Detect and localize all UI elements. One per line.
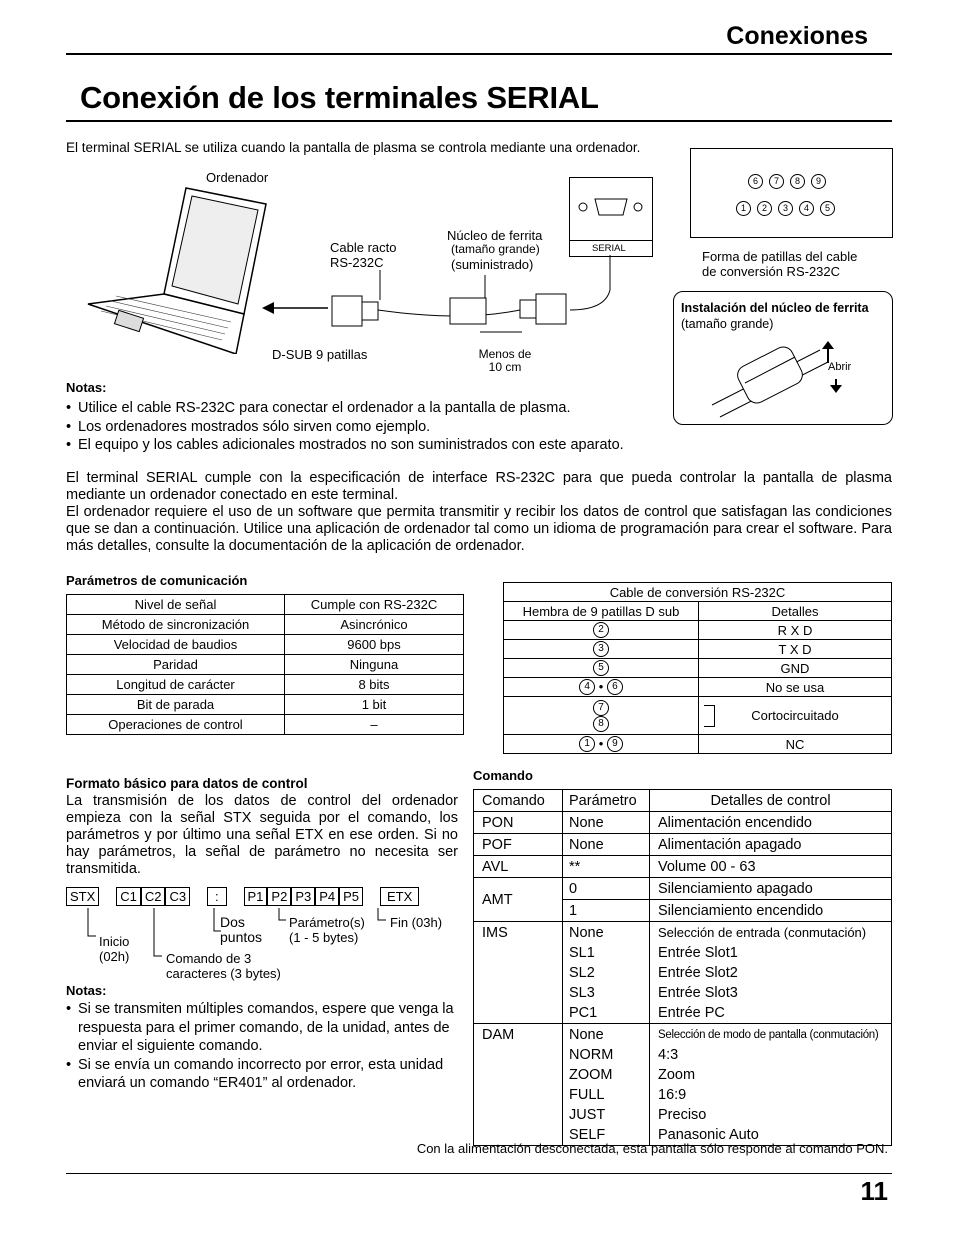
table-row <box>474 834 892 856</box>
p5-box: P5 <box>339 887 363 906</box>
note1-item: • El equipo y los cables adicionales mostrados no son suministrados con este aparato. <box>66 436 686 455</box>
paragraph-rs232c: El terminal SERIAL cumple con la especificación de interface RS-232C para que pueda controlar la pantalla de plasma mediante un ordenador conectado en este terminal. <box>66 470 892 503</box>
paragraph-software: El ordenador requiere el uso de un software que permita transmitir y recibir los datos de control que satisfagan las condiciones que se dan a continuación. Utilice una aplicación de ordenador tal como un idioma de programación para crear el software. Para más detalles, consulte la documentación de la aplicación de ordenador. <box>66 504 892 554</box>
intro-text: El terminal SERIAL se utiliza cuando la pantalla de plasma se controla mediante una ordenador. <box>66 140 641 155</box>
ferrite-supplied-label: (suministrado) <box>451 257 534 272</box>
ferrite-size-label: (tamaño grande) <box>451 242 540 256</box>
page-number: 11 <box>860 1176 888 1206</box>
laptop-illustration <box>86 186 276 354</box>
table-row <box>67 675 464 695</box>
detail-cell: Alimentación apagado <box>650 834 892 856</box>
comm-params-heading: Parámetros de comunicación <box>66 573 248 588</box>
command-heading: Comando <box>473 768 533 783</box>
table-row <box>67 695 464 715</box>
end-label: Fin (03h) <box>390 915 443 930</box>
p3-box: P3 <box>291 887 315 906</box>
open-label: Abrir <box>828 361 852 373</box>
short-bracket <box>704 705 715 727</box>
pin-cell <box>504 697 699 735</box>
pin-number: 6 <box>607 679 623 695</box>
table-row <box>474 812 892 834</box>
ferrite-install-title: Instalación del núcleo de ferrita <box>681 301 869 315</box>
param-cell: None <box>563 812 650 834</box>
param-name: Longitud de carácter <box>67 675 285 695</box>
start-label: Inicio (02h) <box>99 934 130 964</box>
detail-cell: Selección de entrada (conmutación) Entrée Slot1 Entrée Slot2 Entrée Slot3 Entrée PC <box>650 922 892 1024</box>
pin-cell <box>504 621 699 640</box>
table-row <box>67 615 464 635</box>
table-row <box>67 715 464 735</box>
param-cell: 1 <box>563 900 650 922</box>
pin-row-bottom <box>733 201 838 216</box>
computer-label: Ordenador <box>206 170 269 185</box>
pin-shape-caption: Forma de patillas del cable de conversión RS-232C <box>702 249 858 279</box>
format-boxes <box>66 887 419 906</box>
notes1-heading: Notas: <box>66 380 107 395</box>
param-name: Bit de parada <box>67 695 285 715</box>
pin-detail: NC <box>699 735 892 754</box>
cable-header-pin: Hembra de 9 patillas D sub <box>504 602 699 621</box>
detail-cell: Silenciamiento apagado <box>650 878 892 900</box>
pin-cell <box>504 640 699 659</box>
ferrite-label: Núcleo de ferrita <box>447 228 543 243</box>
table-row <box>474 1024 892 1146</box>
param-value: Ninguna <box>285 655 464 675</box>
param-name: Velocidad de baudios <box>67 635 285 655</box>
colon-box: : <box>207 887 227 906</box>
param-name: Paridad <box>67 655 285 675</box>
p4-box: P4 <box>315 887 339 906</box>
table-row <box>67 655 464 675</box>
note1-item: • Los ordenadores mostrados sólo sirven como ejemplo. <box>66 418 686 437</box>
pin-number: 2 <box>593 622 609 638</box>
ferrite-core-illustration <box>710 335 860 420</box>
p1-box: P1 <box>244 887 268 906</box>
param-cell: ** <box>563 856 650 878</box>
dsub-label: D-SUB 9 patillas <box>272 347 368 362</box>
pin-detail: R X D <box>699 621 892 640</box>
etx-box: ETX <box>380 887 419 906</box>
pin-number: 3 <box>593 641 609 657</box>
pin-number: 9 <box>607 736 623 752</box>
colon-label: Dos puntos <box>220 914 263 945</box>
note1-item: • Utilice el cable RS-232C para conectar el ordenador a la pantalla de plasma. <box>66 399 686 418</box>
footer-rule <box>66 1173 892 1174</box>
param-value: – <box>285 715 464 735</box>
pin-row-top <box>745 174 829 189</box>
notes2-list <box>66 1000 458 1093</box>
serial-connector-icon <box>575 195 647 219</box>
pin-cell <box>504 659 699 678</box>
pin-1: 1 <box>736 201 751 216</box>
cable-label: Cable racto RS-232C <box>330 240 397 270</box>
comm-params-table <box>66 594 464 735</box>
table-row <box>474 856 892 878</box>
pin-number: 1 <box>579 736 595 752</box>
detail-cell: Silenciamiento encendido <box>650 900 892 922</box>
cable-header-details: Detalles <box>699 602 892 621</box>
pin-detail-cell <box>699 697 892 735</box>
pin-2: 2 <box>757 201 772 216</box>
pin-number: 7 <box>593 700 609 716</box>
cmd-cell: AVL <box>474 856 563 878</box>
pin-7: 7 <box>769 174 784 189</box>
param-value: Cumple con RS-232C <box>285 595 464 615</box>
table-row <box>504 640 892 659</box>
table-row <box>504 621 892 640</box>
param-header: Parámetro <box>563 790 650 812</box>
distance-label: Menos de 10 cm <box>478 347 532 374</box>
p2-box: P2 <box>267 887 291 906</box>
param-value: Asincrónico <box>285 615 464 635</box>
pin-detail: GND <box>699 659 892 678</box>
notes1-list <box>66 399 686 455</box>
detail-cell: Selección de modo de pantalla (conmutación) 4:3 Zoom 16:9 Preciso Panasonic Auto <box>650 1024 892 1146</box>
pin-6: 6 <box>748 174 763 189</box>
pin-shape-box <box>690 148 893 238</box>
cmd-cell: POF <box>474 834 563 856</box>
param-cell: 0 <box>563 878 650 900</box>
table-row <box>504 697 892 735</box>
pin-cell: 4 • 6 <box>504 678 699 697</box>
section-title: Conexiones <box>726 22 868 50</box>
pin-3: 3 <box>778 201 793 216</box>
cmd-cell: AMT <box>474 878 563 922</box>
param-name: Método de sincronización <box>67 615 285 635</box>
table-row <box>67 595 464 615</box>
table-row <box>474 922 892 1024</box>
pin-cell: 1 • 9 <box>504 735 699 754</box>
params-label: Parámetro(s) (1 - 5 bytes) <box>289 915 365 945</box>
cable-conversion-table <box>503 582 892 754</box>
notes2-heading: Notas: <box>66 983 107 998</box>
cable-table-title: Cable de conversión RS-232C <box>504 583 892 602</box>
footer-note: Con la alimentación desconectada, esta pantalla sólo responde al comando PON. <box>416 1141 888 1156</box>
cmd-cell: PON <box>474 812 563 834</box>
table-row <box>504 659 892 678</box>
param-cell: None <box>563 834 650 856</box>
pin-number: 8 <box>593 716 609 732</box>
ferrite-install-size: (tamaño grande) <box>681 317 774 331</box>
pin-5: 5 <box>820 201 835 216</box>
title-rule <box>66 120 892 122</box>
command-label: Comando de 3 caracteres (3 bytes) <box>166 951 281 981</box>
param-name: Nivel de señal <box>67 595 285 615</box>
param-value: 9600 bps <box>285 635 464 655</box>
param-cell: None NORM ZOOM FULL JUST SELF <box>563 1024 650 1146</box>
format-text: La transmisión de los datos de control del ordenador empieza con la señal STX seguida por el comando, los parámetros y por último una señal ETX en ese orden. Si no hay parámetros, la señal de parámetro no necesita ser transmitida. <box>66 793 458 877</box>
c3-box: C3 <box>165 887 190 906</box>
table-row <box>67 635 464 655</box>
param-cell: None SL1 SL2 SL3 PC1 <box>563 922 650 1024</box>
cmd-cell: DAM <box>474 1024 563 1146</box>
c2-box: C2 <box>141 887 166 906</box>
cable-diagram <box>260 250 620 350</box>
pin-number: 5 <box>593 660 609 676</box>
detail-cell: Volume 00 - 63 <box>650 856 892 878</box>
pin-number: 4 <box>579 679 595 695</box>
pin-4: 4 <box>799 201 814 216</box>
table-row <box>474 878 892 900</box>
param-name: Operaciones de control <box>67 715 285 735</box>
note2-item: • Si se transmiten múltiples comandos, espere que venga la respuesta para el primer comando, de la unidad, antes de enviar el siguiente comando. <box>66 1000 458 1056</box>
pin-detail: T X D <box>699 640 892 659</box>
format-heading: Formato básico para datos de control <box>66 776 308 791</box>
serial-label: SERIAL <box>592 243 626 254</box>
cmd-cell: IMS <box>474 922 563 1024</box>
c1-box: C1 <box>116 887 141 906</box>
detail-cell: Alimentación encendido <box>650 812 892 834</box>
note2-item: • Si se envía un comando incorrecto por error, esta unidad enviará un comando “ER401” al ordenador. <box>66 1056 458 1093</box>
details-header: Detalles de control <box>650 790 892 812</box>
cmd-header: Comando <box>474 790 563 812</box>
pin-detail: No se usa <box>699 678 892 697</box>
command-table <box>473 789 892 1146</box>
param-value: 1 bit <box>285 695 464 715</box>
stx-box: STX <box>66 887 99 906</box>
pin-detail: Cortocircuitado <box>751 708 839 723</box>
page-title: Conexión de los terminales SERIAL <box>80 80 599 115</box>
pin-9: 9 <box>811 174 826 189</box>
table-row <box>504 735 892 754</box>
table-row <box>504 678 892 697</box>
param-value: 8 bits <box>285 675 464 695</box>
header-rule <box>66 53 892 55</box>
pin-8: 8 <box>790 174 805 189</box>
